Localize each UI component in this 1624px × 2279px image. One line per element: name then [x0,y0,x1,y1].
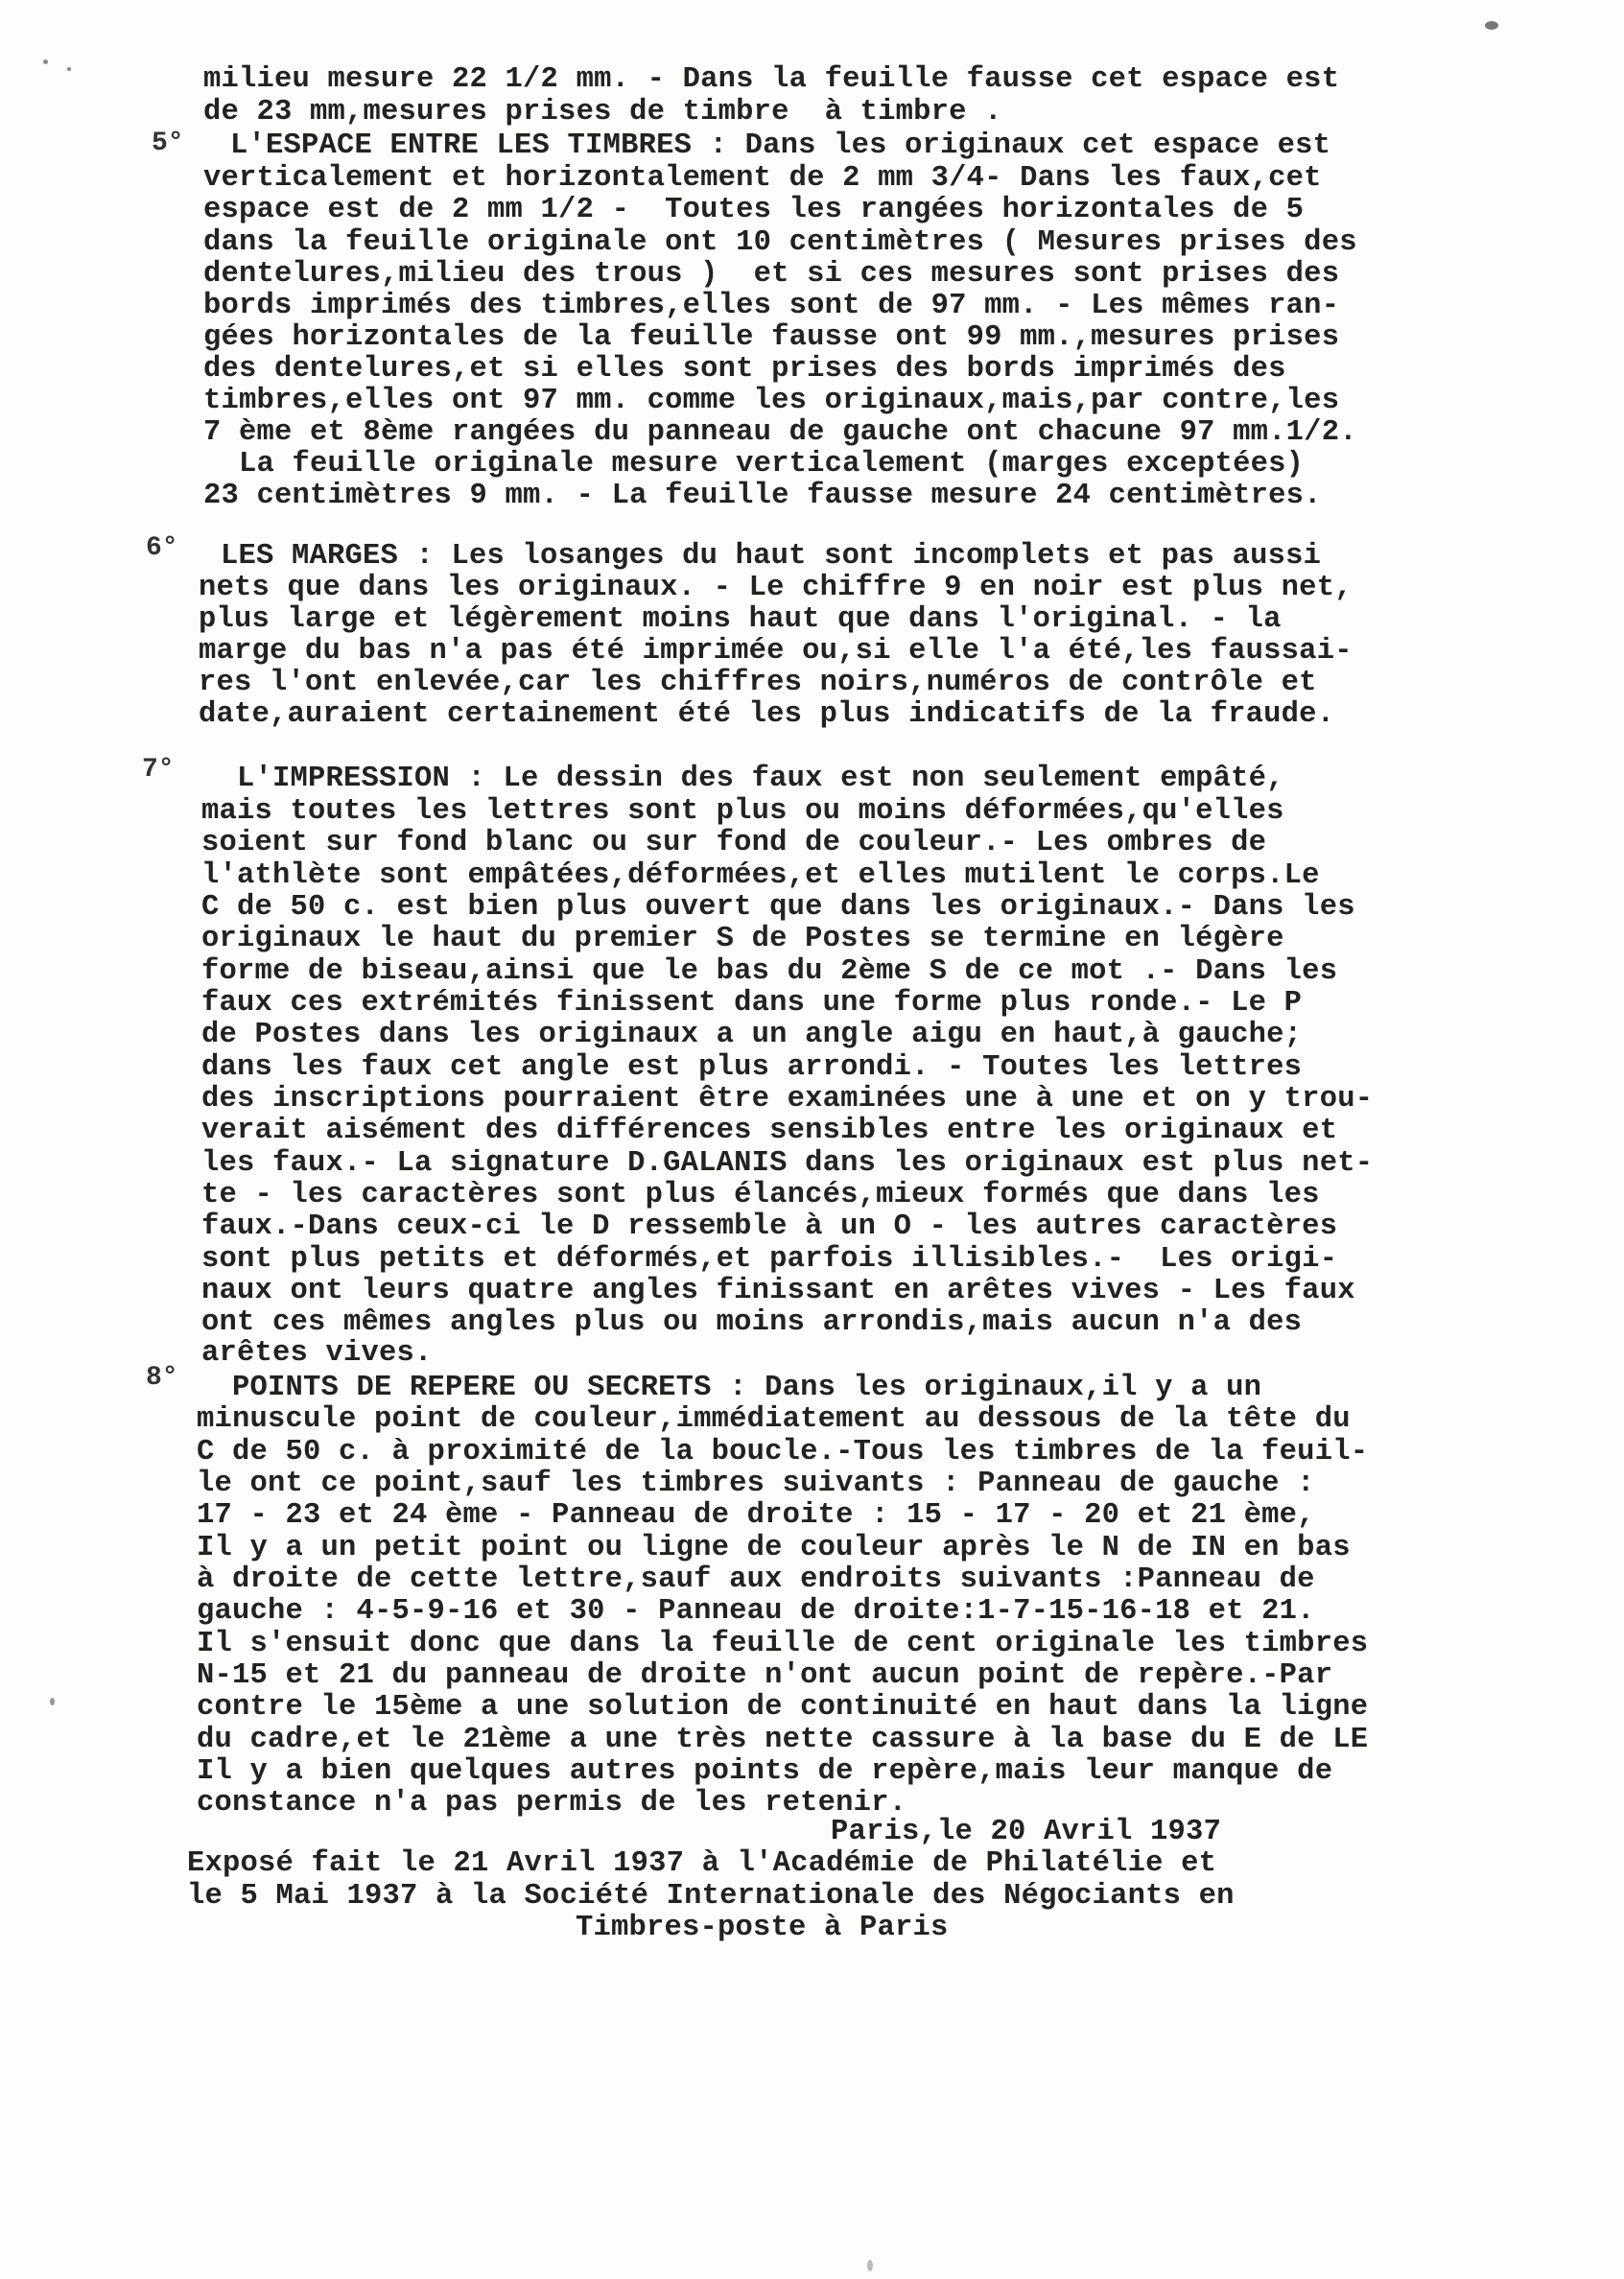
section-8-line: POINTS DE REPERE OU SECRETS : Dans les originaux,il y a un [197,1372,1262,1404]
section-5-line: bords imprimés des timbres,elles sont de 97 mm. - Les mêmes ran- [203,290,1340,322]
closing-date: Paris,le 20 Avril 1937 [831,1816,1222,1848]
section-7-line: forme de biseau,ainsi que le bas du 2ème S de ce mot .- Dans les [201,955,1338,988]
section-5-line: espace est de 2 mm 1/2 - Toutes les rangées horizontales de 5 [203,194,1305,226]
section-8-line: constance n'a pas permis de les retenir. [197,1787,907,1820]
section-8-line: Il y a bien quelques autres points de repère,mais leur manque de [197,1755,1333,1788]
section-8-line: Il s'ensuit donc que dans la feuille de cent originale les timbres [197,1628,1369,1660]
section-7-line: naux ont leurs quatre angles finissant en arêtes vives - Les faux [201,1275,1355,1307]
section-6-line: marge du bas n'a pas été imprimée ou,si elle l'a été,les faussai- [199,635,1353,668]
section-5-line: L'ESPACE ENTRE LES TIMBRES : Dans les originaux cet espace est [230,129,1331,162]
section-number-8: 8° [146,1363,178,1393]
section-8-line: minuscule point de couleur,immédiatement au dessous de la tête du [197,1403,1351,1436]
section-7-line: soient sur fond blanc ou sur fond de couleur.- Les ombres de [201,827,1267,859]
section-5-line: timbres,elles ont 97 mm. comme les originaux,mais,par contre,les [203,385,1340,417]
section-7-line: faux.-Dans ceux-ci le D ressemble à un O - les autres caractères [201,1210,1338,1243]
section-5-line: 7 ème et 8ème rangées du panneau de gauche ont chacune 97 mm.1/2. [203,416,1357,449]
section-8-line: le ont ce point,sauf les timbres suivants : Panneau de gauche : [197,1468,1315,1500]
scan-speck [1485,21,1498,30]
section-5-line: des dentelures,et si elles sont prises des bords imprimés des [203,353,1286,386]
text-line: milieu mesure 22 1/2 mm. - Dans la feuille fausse cet espace est [203,63,1340,96]
section-7-line: te - les caractères sont plus élancés,mieux formés que dans les [201,1179,1320,1211]
section-8-line: 17 - 23 et 24 ème - Panneau de droite : 15 - 17 - 20 et 21 ème, [197,1499,1315,1532]
section-7-line: faux ces extrémités finissent dans une forme plus ronde.- Le P [201,987,1303,1020]
section-7-line: originaux le haut du premier S de Postes se termine en légère [201,923,1284,955]
section-5-line: verticalement et horizontalement de 2 mm 3/4- Dans les faux,cet [203,162,1322,195]
section-5-line: gées horizontales de la feuille fausse ont 99 mm.,mesures prises [203,321,1340,354]
section-7-line: sont plus petits et déformés,et parfois illisibles.- Les origi- [201,1243,1338,1276]
section-number-5: 5° [152,129,184,158]
section-7-line: les faux.- La signature D.GALANIS dans les originaux est plus net- [201,1147,1374,1180]
section-6-line: plus large et légèrement moins haut que dans l'original. - la [199,603,1282,636]
scan-speck [867,2260,873,2271]
closing-line: le 5 Mai 1937 à la Société Internationale des Négociants en [187,1880,1235,1913]
section-number-6: 6° [146,533,178,563]
section-6-line: res l'ont enlevée,car les chiffres noirs,numéros de contrôle et [199,667,1317,699]
section-6-line: LES MARGES : Les losanges du haut sont incomplets et pas aussi [221,540,1322,573]
closing-line: Exposé fait le 21 Avril 1937 à l'Académie de Philatélie et [187,1847,1217,1880]
section-7-line: dans les faux cet angle est plus arrondi. - Toutes les lettres [201,1051,1303,1084]
section-8-line: gauche : 4-5-9-16 et 30 - Panneau de droite:1-7-15-16-18 et 21. [197,1595,1315,1628]
section-8-line: à droite de cette lettre,sauf aux endroits suivants :Panneau de [197,1563,1315,1596]
section-7-line: arêtes vives. [201,1337,433,1370]
scan-speck [50,1698,55,1705]
section-7-line: mais toutes les lettres sont plus ou moins déformées,qu'elles [201,795,1284,828]
scan-speck [43,59,48,64]
section-5-line: dans la feuille originale ont 10 centimètres ( Mesures prises des [203,226,1357,259]
section-7-line: L'IMPRESSION : Le dessin des faux est non seulement empâté, [201,763,1284,795]
section-8-line: du cadre,et le 21ème a une très nette cassure à la base du E de LE [197,1724,1369,1756]
section-7-line: C de 50 c. est bien plus ouvert que dans les originaux.- Dans les [201,891,1355,924]
section-6-line: date,auraient certainement été les plus indicatifs de la fraude. [199,698,1335,731]
section-5-line: 23 centimètres 9 mm. - La feuille fausse mesure 24 centimètres. [203,480,1322,512]
section-8-line: N-15 et 21 du panneau de droite n'ont aucun point de repère.-Par [197,1659,1333,1692]
text-line: de 23 mm,mesures prises de timbre à timbre . [203,96,1002,129]
section-8-line: contre le 15ème a une solution de continuité en haut dans la ligne [197,1691,1369,1724]
section-8-line: Il y a un petit point ou ligne de couleur après le N de IN en bas [197,1532,1351,1564]
section-7-line: des inscriptions pourraient être examinées une à une et on y trou- [201,1083,1374,1116]
section-6-line: nets que dans les originaux. - Le chiffre 9 en noir est plus net, [199,572,1353,604]
section-7-line: l'athlète sont empâtées,déformées,et elles mutilent le corps.Le [201,859,1320,892]
section-5-line: La feuille originale mesure verticalement (marges exceptées) [203,448,1305,481]
closing-line: Timbres-poste à Paris [576,1912,949,1944]
section-7-line: de Postes dans les originaux a un angle aigu en haut,à gauche; [201,1019,1303,1051]
section-number-7: 7° [142,755,175,785]
section-7-line: verait aisément des différences sensibles entre les originaux et [201,1115,1338,1147]
section-8-line: C de 50 c. à proximité de la boucle.-Tous les timbres de la feuil- [197,1436,1369,1468]
scan-speck [67,67,71,71]
section-7-line: ont ces mêmes angles plus ou moins arrondis,mais aucun n'a des [201,1306,1303,1339]
section-5-line: dentelures,milieu des trous ) et si ces mesures sont prises des [203,258,1340,291]
